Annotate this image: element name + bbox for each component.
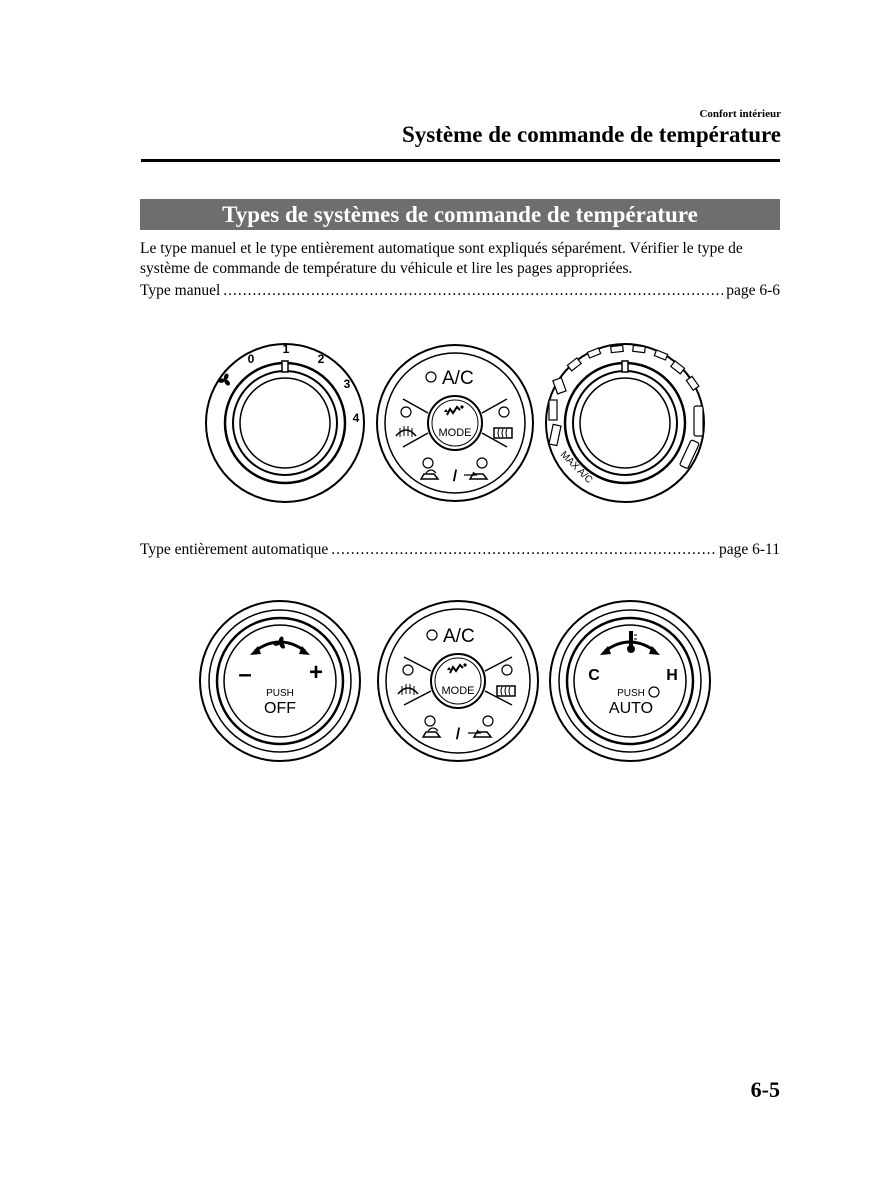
air-source-slash: / (455, 726, 461, 743)
manual-controls-figure (200, 333, 710, 513)
fan-scale-3: 3 (343, 377, 351, 391)
section-heading: Types de systèmes de commande de température (140, 199, 780, 230)
rear-defroster-icon (398, 684, 418, 695)
fresh-air-icon (464, 472, 487, 479)
mode-button[interactable] (428, 396, 482, 450)
rear-defroster-button[interactable] (398, 665, 418, 695)
windshield-defroster-icon (497, 686, 515, 696)
page-number: 6-5 (750, 1077, 780, 1102)
ac-button[interactable] (427, 626, 475, 647)
manual-center-unit (377, 345, 533, 501)
rear-defroster-icon (396, 426, 416, 437)
auto-label: AUTO (608, 700, 654, 717)
recirculation-icon (423, 728, 440, 737)
recirculation-button[interactable] (423, 716, 440, 737)
manual-temp-dial[interactable] (546, 344, 704, 502)
toc-automatic-line[interactable] (140, 540, 780, 560)
toc-leader-dots (331, 540, 716, 560)
mode-label: MODE (441, 685, 475, 697)
page-title: Système de commande de température (402, 122, 781, 147)
fresh-air-button[interactable] (464, 458, 487, 479)
fan-scale-4: 4 (352, 411, 360, 425)
toc-automatic-page: page 6-11 (719, 541, 780, 558)
windshield-defroster-button[interactable] (497, 665, 515, 696)
mode-button[interactable] (431, 654, 485, 708)
title-rule (141, 159, 780, 162)
fan-scale-1: 1 (282, 342, 290, 356)
ac-label: A/C (442, 368, 474, 389)
toc-leader-dots (223, 281, 723, 301)
windshield-defroster-button[interactable] (494, 407, 512, 438)
ac-label: A/C (443, 626, 475, 647)
auto-temp-dial[interactable] (550, 601, 710, 761)
manual-fan-dial[interactable] (206, 342, 364, 502)
fan-scale-2: 2 (317, 352, 325, 366)
max-ac-label: MAX A/C (557, 449, 595, 486)
fan-icon (218, 373, 231, 387)
toc-manual-line[interactable] (140, 281, 780, 301)
fresh-air-button[interactable] (468, 716, 493, 737)
recirculation-button[interactable] (421, 458, 438, 479)
fan-plus-label: + (308, 659, 324, 686)
fresh-air-icon (468, 730, 491, 737)
intro-paragraph: Le type manuel et le type entièrement automatique sont expliqués séparément. Vérifier le type de système de commande de température du véhicule et lire les pages appropriées. (140, 240, 743, 277)
rear-defroster-button[interactable] (396, 407, 416, 437)
fan-off-label: OFF (264, 700, 296, 717)
fan-scale-0: 0 (247, 352, 255, 366)
hot-label: H (666, 667, 678, 684)
air-source-slash: / (452, 468, 458, 485)
auto-fan-dial[interactable] (200, 601, 360, 761)
ac-button[interactable] (426, 368, 474, 389)
recirculation-icon (421, 470, 438, 479)
chapter-label: Confort intérieur (699, 108, 781, 120)
auto-center-unit (378, 601, 538, 761)
toc-manual-label: Type manuel (140, 282, 221, 299)
fan-push-label: PUSH (266, 688, 294, 699)
temp-push-label: PUSH (617, 688, 645, 699)
toc-automatic-label: Type entièrement automatique (140, 541, 329, 558)
fan-minus-label: – (238, 661, 252, 688)
toc-manual-page: page 6-6 (726, 282, 780, 299)
auto-indicator (649, 687, 659, 697)
mode-label: MODE (438, 427, 472, 439)
cold-label: C (588, 667, 600, 684)
auto-controls-figure (200, 591, 710, 771)
windshield-defroster-icon (494, 428, 512, 438)
